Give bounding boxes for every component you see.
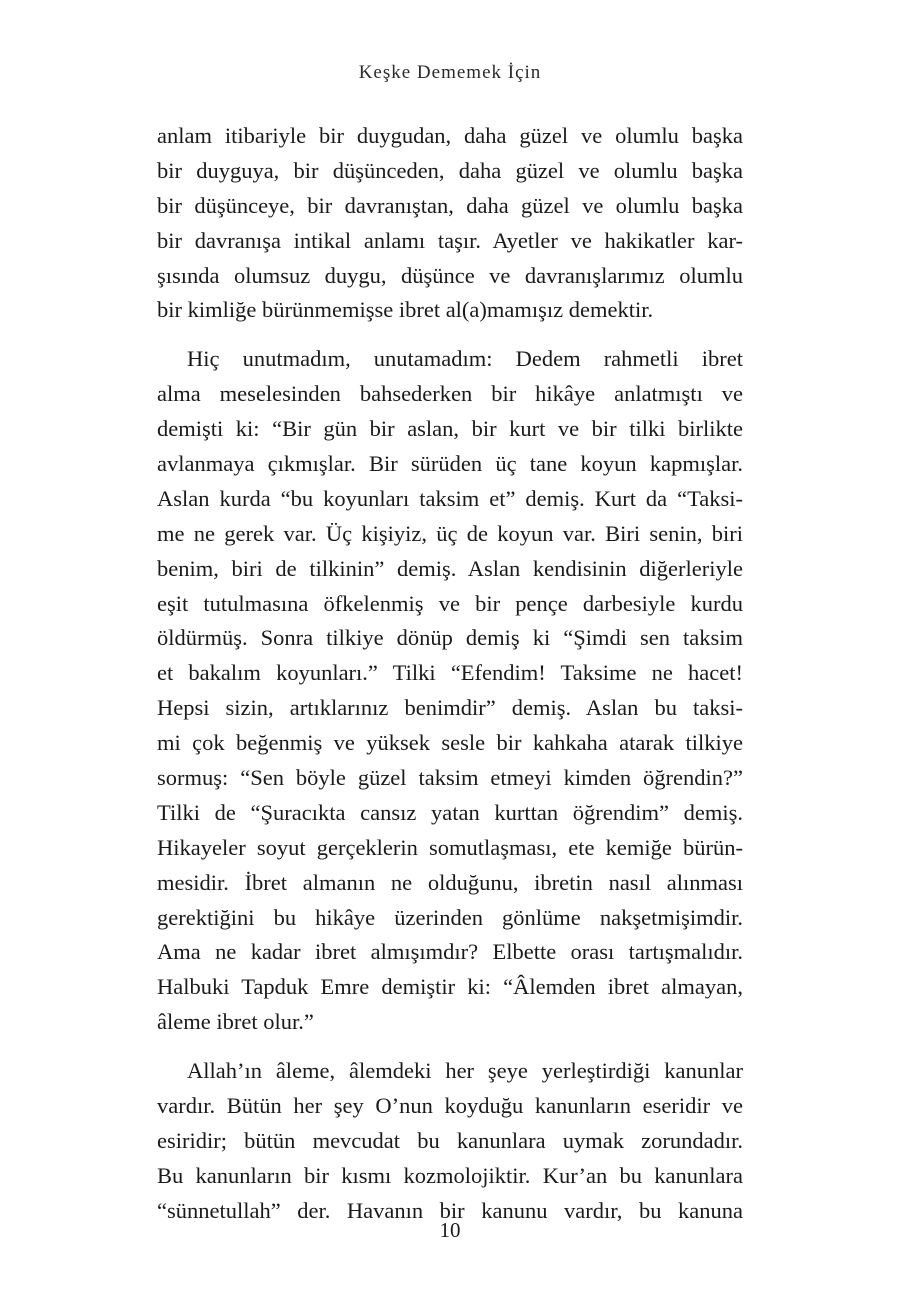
text-line: sormuş: “Sen böyle güzel taksim etmeyi kimden öğrendin?”	[157, 765, 743, 791]
text-line: alma meselesinden bahsederken bir hikâye anlatmıştı ve	[157, 381, 743, 407]
text-line: “sünnetullah” der. Havanın bir kanunu vardır, bu kanuna	[157, 1197, 743, 1223]
running-header: Keşke Dememek İçin	[358, 62, 542, 83]
text-line: benim, biri de tilkinin” demiş. Aslan kendisinin diğerleriyle	[157, 555, 743, 581]
text-line: Aslan kurda “bu koyunları taksim et” demiş. Kurt da “Taksi-	[157, 485, 743, 511]
text-line: avlanmaya çıkmışlar. Bir sürüden üç tane koyun kapmışlar.	[157, 451, 743, 477]
text-line: gerektiğini bu hikâye üzerinden gönlüme nakşetmişimdir.	[157, 904, 743, 930]
text-line: Ama ne kadar ibret almışımdır? Elbette orası tartışmalıdır.	[157, 939, 743, 965]
paragraph-2	[157, 342, 743, 1040]
page-number: 10	[439, 1218, 461, 1242]
text-line: bir düşünceye, bir davranıştan, daha güzel ve olumlu başka	[157, 192, 743, 218]
text-line: Hepsi sizin, artıklarınız benimdir” demiş. Aslan bu taksi-	[157, 695, 743, 721]
text-line: esiridir; bütün mevcudat bu kanunlara uymak zorundadır.	[157, 1127, 743, 1153]
text-line: Halbuki Tapduk Emre demiştir ki: “Âlemden ibret almayan,	[157, 974, 743, 1000]
text-line: me ne gerek var. Üç kişiyiz, üç de koyun var. Biri senin, biri	[157, 520, 743, 546]
text-line: bir duyguya, bir düşünceden, daha güzel ve olumlu başka	[157, 157, 743, 183]
text-line: Hikayeler soyut gerçeklerin somutlaşması, ete kemiğe bürün-	[157, 834, 743, 860]
text-line: Allah’ın âleme, âlemdeki her şeye yerleştirdiği kanunlar	[187, 1058, 743, 1084]
text-line: öldürmüş. Sonra tilkiye dönüp demiş ki “Şimdi sen taksim	[157, 625, 743, 651]
text-line: Tilki de “Şuracıkta cansız yatan kurttan öğrendim” demiş.	[157, 799, 743, 825]
text-line: bir davranışa intikal anlamı taşır. Ayetler ve hakikatler kar-	[157, 227, 743, 253]
text-line: Bu kanunların bir kısmı kozmolojiktir. Kur’an bu kanunlara	[157, 1162, 743, 1188]
text-line: et bakalım koyunları.” Tilki “Efendim! Taksime ne hacet!	[157, 660, 743, 686]
text-line: âleme ibret olur.”	[157, 1009, 314, 1035]
paragraph-3	[157, 1054, 743, 1228]
text-line: bir kimliğe bürünmemişse ibret al(a)mamışız demektir.	[157, 297, 654, 323]
text-line: şısında olumsuz duygu, düşünce ve davranışlarımız olumlu	[157, 262, 743, 288]
text-line: mi çok beğenmiş ve yüksek sesle bir kahkaha atarak tilkiye	[157, 730, 743, 756]
paragraph-1	[157, 119, 743, 328]
text-line: Hiç unutmadım, unutamadım: Dedem rahmetli ibret	[187, 346, 743, 372]
body-text	[157, 119, 743, 1229]
text-line: anlam itibariyle bir duygudan, daha güzel ve olumlu başka	[157, 123, 743, 148]
text-line: mesidir. İbret almanın ne olduğunu, ibretin nasıl alınması	[157, 869, 743, 895]
text-line: vardır. Bütün her şey O’nun koyduğu kanunların eseridir ve	[157, 1093, 743, 1119]
text-line: demişti ki: “Bir gün bir aslan, bir kurt ve bir tilki birlikte	[157, 416, 743, 442]
text-line: eşit tutulmasına öfkelenmiş ve bir pençe darbesiyle kurdu	[157, 590, 743, 616]
